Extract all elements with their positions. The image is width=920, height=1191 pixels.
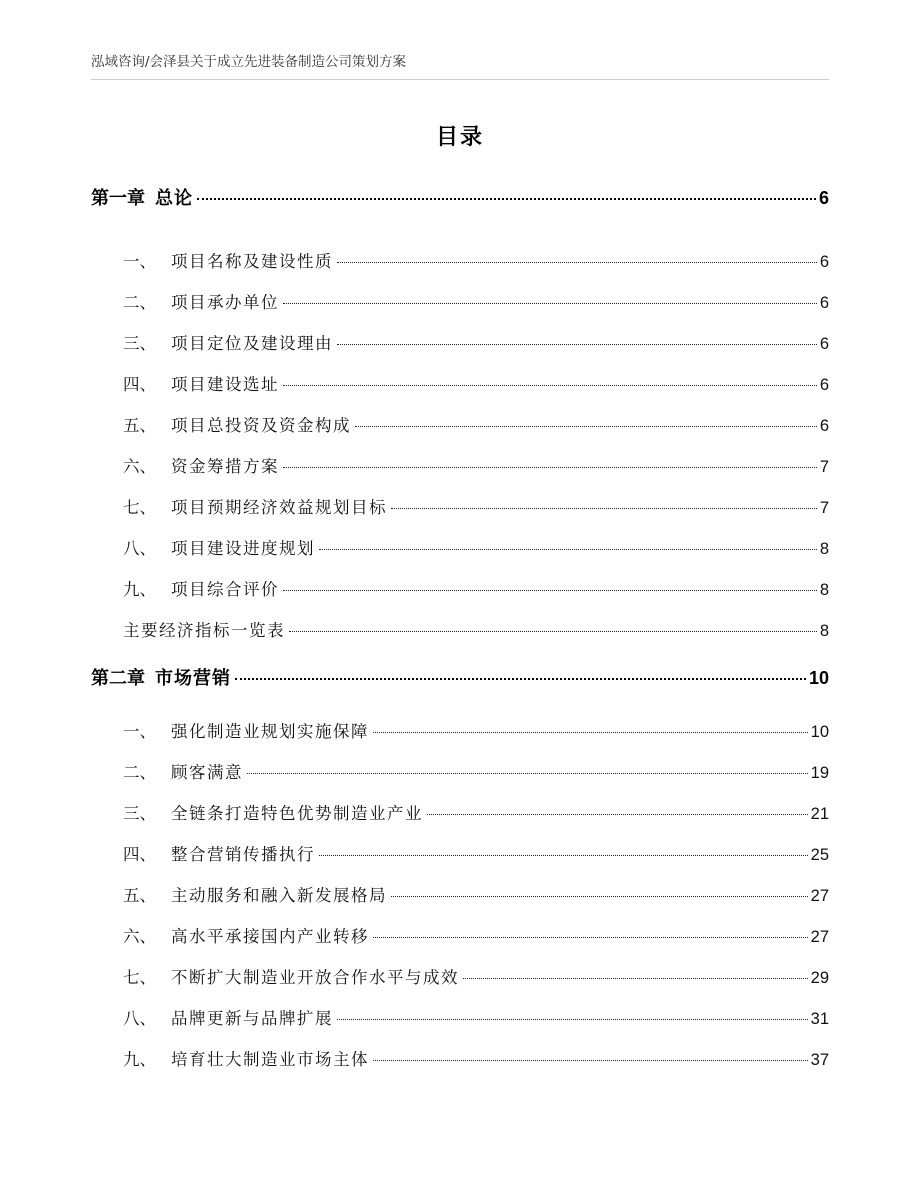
dot-leader [373, 1060, 808, 1061]
running-header: 泓域咨询/会泽县关于成立先进装备制造公司策划方案 [91, 54, 407, 70]
page-number: 10 [810, 723, 829, 741]
toc-entry[interactable] [123, 718, 829, 742]
dot-leader [283, 467, 817, 468]
page-number: 8 [819, 581, 829, 599]
section-title: 品牌更新与品牌扩展 [171, 1009, 333, 1028]
page-number: 21 [810, 805, 829, 823]
toc-entry[interactable] [123, 800, 829, 824]
page-number: 19 [810, 764, 829, 782]
section-number: 六、 [123, 457, 156, 476]
section-number: 四、 [123, 845, 156, 864]
section-title: 强化制造业规划实施保障 [171, 722, 369, 741]
section-number: 九、 [123, 1050, 156, 1069]
toc-entry[interactable] [123, 882, 829, 906]
section-number: 二、 [123, 763, 156, 782]
page-number: 37 [810, 1051, 829, 1069]
section-title: 不断扩大制造业开放合作水平与成效 [171, 968, 459, 987]
chapter-number: 第二章 [91, 668, 145, 689]
page-number: 10 [808, 668, 829, 688]
section-title: 项目建设进度规划 [171, 539, 315, 558]
section-title: 整合营销传播执行 [171, 845, 315, 864]
dot-leader [319, 855, 808, 856]
page-number: 6 [819, 253, 829, 271]
chapter-number: 第一章 [91, 188, 145, 209]
section-title: 高水平承接国内产业转移 [171, 927, 369, 946]
header-divider [91, 79, 829, 80]
toc-entry[interactable] [123, 289, 829, 313]
section-title: 资金筹措方案 [171, 457, 279, 476]
dot-leader [283, 385, 817, 386]
page-number: 8 [819, 622, 829, 640]
toc-chapter-1[interactable] [91, 184, 829, 210]
dot-leader [289, 631, 817, 632]
section-title: 项目名称及建设性质 [171, 252, 333, 271]
toc-entry[interactable] [123, 923, 829, 947]
dot-leader [337, 262, 817, 263]
toc-entry[interactable] [123, 371, 829, 395]
dot-leader [319, 549, 817, 550]
dot-leader [197, 198, 816, 200]
dot-leader [235, 678, 806, 680]
page-number: 27 [810, 887, 829, 905]
section-title: 全链条打造特色优势制造业产业 [171, 804, 423, 823]
toc-entry[interactable] [123, 1005, 829, 1029]
section-number: 六、 [123, 927, 156, 946]
section-title: 项目综合评价 [171, 580, 279, 599]
section-number: 一、 [123, 252, 156, 271]
section-title: 主要经济指标一览表 [123, 621, 285, 640]
toc-entry[interactable] [123, 617, 829, 641]
section-number: 七、 [123, 498, 156, 517]
section-number: 二、 [123, 293, 156, 312]
toc-entry[interactable] [123, 841, 829, 865]
dot-leader [373, 732, 808, 733]
toc-entry[interactable] [123, 964, 829, 988]
toc-entry[interactable] [123, 535, 829, 559]
chapter-title: 市场营销 [155, 668, 231, 689]
section-number: 五、 [123, 886, 156, 905]
toc-title: 目录 [435, 125, 484, 150]
chapter-title: 总论 [155, 188, 193, 209]
section-number: 八、 [123, 539, 156, 558]
page-number: 6 [818, 188, 829, 208]
section-title: 项目承办单位 [171, 293, 279, 312]
section-number: 一、 [123, 722, 156, 741]
section-number: 三、 [123, 804, 156, 823]
toc-entry[interactable] [123, 453, 829, 477]
toc-entry[interactable] [123, 412, 829, 436]
page-number: 7 [819, 499, 829, 517]
section-title: 培育壮大制造业市场主体 [171, 1050, 369, 1069]
page-number: 29 [810, 969, 829, 987]
dot-leader [337, 344, 817, 345]
dot-leader [355, 426, 817, 427]
toc-entry[interactable] [123, 759, 829, 783]
page-number: 6 [819, 294, 829, 312]
section-title: 项目总投资及资金构成 [171, 416, 351, 435]
page-number: 6 [819, 417, 829, 435]
section-title: 顾客满意 [171, 763, 243, 782]
toc-entry[interactable] [123, 1046, 829, 1070]
page-number: 31 [810, 1010, 829, 1028]
section-title: 主动服务和融入新发展格局 [171, 886, 387, 905]
page-number: 8 [819, 540, 829, 558]
dot-leader [391, 896, 808, 897]
page-number: 27 [810, 928, 829, 946]
page-number: 6 [819, 335, 829, 353]
dot-leader [391, 508, 817, 509]
toc-chapter-2[interactable] [91, 664, 829, 690]
dot-leader [463, 978, 808, 979]
dot-leader [283, 590, 817, 591]
section-number: 七、 [123, 968, 156, 987]
section-number: 八、 [123, 1009, 156, 1028]
page-number: 7 [819, 458, 829, 476]
dot-leader [247, 773, 808, 774]
section-title: 项目建设选址 [171, 375, 279, 394]
section-title: 项目定位及建设理由 [171, 334, 333, 353]
section-title: 项目预期经济效益规划目标 [171, 498, 387, 517]
dot-leader [427, 814, 808, 815]
dot-leader [337, 1019, 808, 1020]
page-number: 6 [819, 376, 829, 394]
toc-entry[interactable] [123, 330, 829, 354]
toc-entry[interactable] [123, 248, 829, 272]
dot-leader [373, 937, 808, 938]
section-number: 三、 [123, 334, 156, 353]
section-number: 九、 [123, 580, 156, 599]
page-number: 25 [810, 846, 829, 864]
section-number: 四、 [123, 375, 156, 394]
section-number: 五、 [123, 416, 156, 435]
dot-leader [283, 303, 817, 304]
toc-entry[interactable] [123, 576, 829, 600]
toc-entry[interactable] [123, 494, 829, 518]
